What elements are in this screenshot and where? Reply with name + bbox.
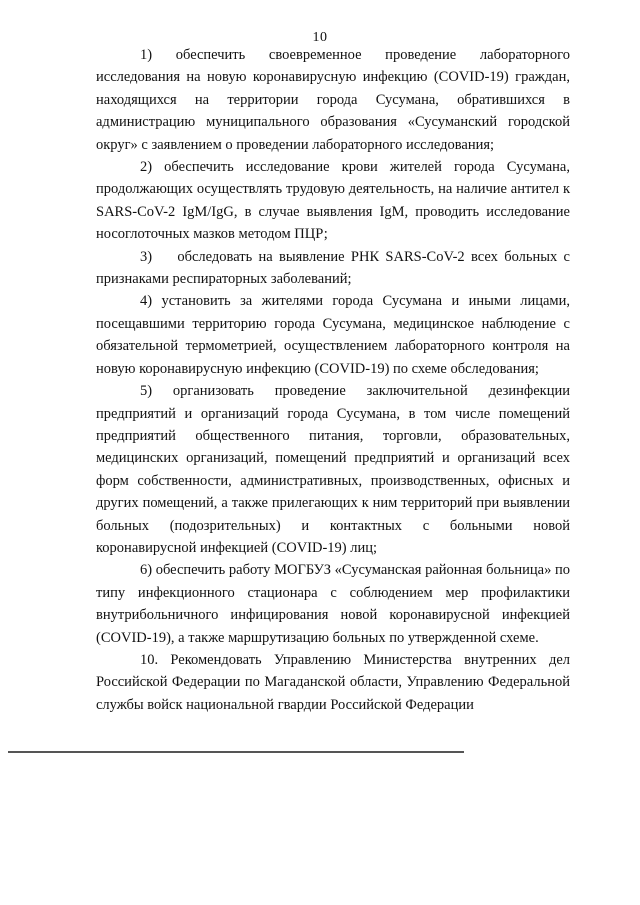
paragraph-recommendation-10: 10. Рекомендовать Управлению Министерства внутренних дел Российской Федерации по Магаданской области, Управлению Федеральной службы войск национальной гвардии Российской Федерации	[96, 651, 570, 713]
document-body	[96, 44, 570, 716]
paragraph-item-5: 5) организовать проведение заключительной дезинфекции предприятий и организаций города Сусумана, в том числе помещений предприятий общественного питания, торговли, образовательных, медицинских организаций, помещений предприятий и организаций всех форм собственности, административных, производственных, офисных и других помещений, а также прилегающих к ним территорий при выявлении больных (подозрительных) и контактных с больными новой коронавирусной инфекцией (COVID-19) лиц;	[96, 383, 570, 556]
paragraph-item-4: 4) установить за жителями города Сусумана и иными лицами, посещавшими территорию города Сусумана, медицинское наблюдение с обязательной термометрией, осуществлением лабораторного контроля на новую коронавирусную инфекцию (COVID-19) по схеме обследования;	[96, 293, 570, 377]
paragraph-item-1: 1) обеспечить своевременное проведение лабораторного исследования на новую коронавирусную инфекцию (COVID-19) граждан, находящихся на территории города Сусумана, обратившихся в администрацию муниципального образования «Сусуманский городской округ» с заявлением о проведении лабораторного исследования;	[96, 47, 570, 153]
footnote-separator-line	[8, 751, 464, 753]
page-number: 10	[312, 30, 328, 45]
paragraph-item-3: 3) обследовать на выявление РНК SARS-CoV-2 всех больных с признаками респираторных заболеваний;	[96, 248, 570, 288]
paragraph-item-6: 6) обеспечить работу МОГБУЗ «Сусуманская районная больница» по типу инфекционного стационара с соблюдением мер профилактики внутрибольничного инфицирования новой коронавирусной инфекцией (COVID-19), а также маршрутизацию больных по утвержденной схеме.	[96, 562, 570, 646]
paragraph-item-2: 2) обеспечить исследование крови жителей города Сусумана, продолжающих осуществлять трудовую деятельность, на наличие антител к SARS-CoV-2 IgM/IgG, в случае выявления IgM, проводить исследование носоглоточных мазков методом ПЦР;	[96, 159, 570, 243]
